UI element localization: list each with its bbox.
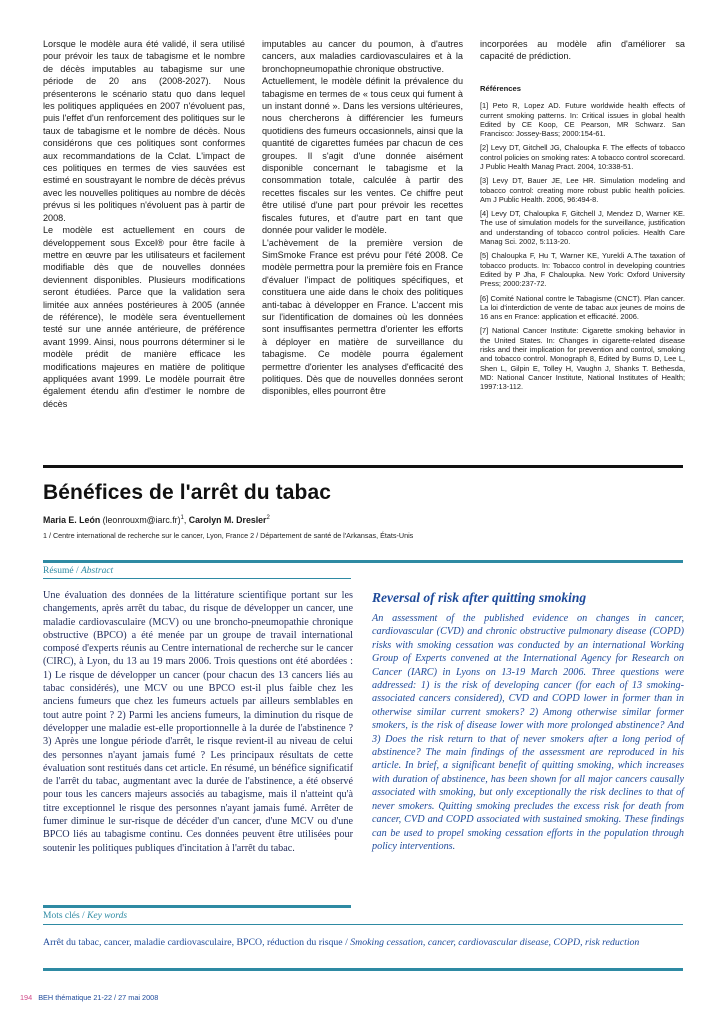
affiliations: 1 / Centre international de recherche sur le cancer, Lyon, France 2 / Département de santé de l'Arkansas, États-Unis xyxy=(43,531,414,540)
section-divider xyxy=(43,465,683,468)
references-heading: Références xyxy=(480,83,521,93)
keywords-label-en: Key words xyxy=(87,911,128,921)
resume-label-fr: Résumé / xyxy=(43,566,81,576)
paragraph: Le modèle est actuellement en cours de développement sous Excel® pour être facile à mettre en œuvre par les utilisateurs et facilement modifiable dès que de nouvelles données deviennent disponibles. Plusieurs modifications seront étudiées. Parce que la validation sera limitée aux années postérieures à 2005 (année de référence), le modèle sera éventuellement testé sur une année antérieure, de préférence avant 1999. Ainsi, nous pourrons déterminer si le modèle prédit de manière efficace les modifications majeures en matière de politique appliquées avant 1999. Le modèle pourrait être également étendu afin d'estimer le nombre de décès xyxy=(43,225,245,409)
reference-item: [2] Levy DT, Gitchell JG, Chaloupka F. The effects of tobacco control policies on smoking rates: A tobacco control scorecard. J Public Health Manag Pract. 2004, 10:338-51. xyxy=(480,143,685,171)
label-underline xyxy=(43,924,683,925)
paragraph: incorporées au modèle afin d'améliorer sa capacité de prédiction. xyxy=(480,39,685,62)
author-affil-mark: 2 xyxy=(266,515,270,522)
abstract-text: An assessment of the published evidence on changes in cancer, cardiovascular (CVD) and chronic obstructive pulmonary disease (COPD) risks with smoking cessation was conducted by an international Working Group of Experts convened at the International Agency for Research on Cancer (IARC) in Lyons on 13-19 March 2006. Three questions were addressed: 1) is the risk of developing cancer (for each of 13 smoking-associated cancers considered), CVD and COPD lower in former than in otherwise similar current smokers? 2) Among otherwise similar former smokers, is the risk of disease lower with more prolonged abstinence? And 3) Does the risk return to that of never smokers after a long period of abstinence? The main findings of the assessment are reproduced in his article. In brief, a significant benefit of quitting smoking, which increases with duration of abstinence, has been shown for all major cancers causally associated with smoking, but only exceptionally the risk declines to that of never smokers. Quitting smoking precludes the excess risk for death from cancer, CVD and COPD associated with sustained smoking. These findings can be used to propel smoking cessation efforts in the population through policy interventions. xyxy=(372,613,684,852)
author-name: Carolyn M. Dresler xyxy=(188,515,267,525)
page-number: 194 xyxy=(20,993,33,1002)
author-name: Maria E. León xyxy=(43,515,101,525)
section-divider xyxy=(43,905,351,908)
keywords-fr: Arrêt du tabac, cancer, maladie cardiovasculaire, BPCO, réduction du risque / xyxy=(43,937,351,948)
keywords xyxy=(43,937,639,948)
paragraph: imputables au cancer du poumon, à d'autres cancers, aux maladies cardiovasculaires et à la bronchopneumopathie chronique obstructive. xyxy=(262,39,463,74)
reference-item: [7] National Cancer Institute: Cigarette smoking behavior in the United States. In: Changes in cigarette-related disease risks and their implication for prevention and control, smoking and tobacco control. Monograph 8, Edited by Burns D, Lee L, Shen L, Gilpin E, Tolley H, Vaughn J, Shanks T. Bethesda, MD: National Cancer Institute, National Institutes of Health; 1997:13-112. xyxy=(480,326,685,392)
abstract-title: Reversal of risk after quitting smoking xyxy=(372,590,587,605)
body-column-1 xyxy=(43,38,245,410)
section-divider xyxy=(43,968,683,971)
keywords-en: Smoking cessation, cancer, cardiovascular disease, COPD, risk reduction xyxy=(350,937,640,948)
resume-text: Une évaluation des données de la littérature scientifique portant sur les changements, après arrêt du tabac, du risque de développer un cancer, une maladie cardiovasculaire (MCV) ou une broncho-pneumopathie chronique obstructive (BPCO) a été menée par un groupe de travail international composé d'experts réunis au Centre international de recherche sur le cancer (CIRC), à Lyon, du 13 au 19 mars 2006. Trois questions ont été abordées : 1) Le risque de développer un cancer (pour chacun des 13 cancers liés au tabac considérés), une MCV ou une BPCO est-il plus faible chez les anciens fumeurs que chez les fumeurs actuels par ailleurs semblables en tout autre point ? 2) Parmi les anciens fumeurs, la diminution du risque de développer une maladie est-elle proportionnelle à la durée de l'abstinence ? 3) Après une longue période d'arrêt, le risque revient-il au niveau de celui des personnes n'ayant jamais fumé ? Les principaux résultats de cette évaluation sont restitués dans cet article. En résumé, un bénéfice significatif de l'arrêt du tabac, augmentant avec la durée de l'abstinence, a été observé pour tous les cancers majeurs associés au tabagisme, mais il n'atteint qu'à titre exceptionnel le risque des personnes n'ayant jamais fumé. Arrêter de fumer diminue le sur-risque de décéder d'un cancer, d'une MCV ou d'une BPCO liés au tabagisme continu. Ces données peuvent être utilisées pour soutenir les politiques publiques d'incitation à l'arrêt du tabac. xyxy=(43,590,353,854)
keywords-label-fr: Mots clés / xyxy=(43,911,88,921)
resume-label-en: Abstract xyxy=(81,566,114,576)
page-footer xyxy=(20,993,158,1002)
author-separator: , xyxy=(183,515,189,525)
body-column-3 xyxy=(480,38,685,397)
section-divider xyxy=(43,560,683,563)
journal-info: BEH thématique 21-22 / 27 mai 2008 xyxy=(38,993,159,1002)
paragraph: Actuellement, le modèle définit la prévalence du tabagisme en termes de « tous ceux qui fument à un instant donné ». Dans les versions ultérieures, nous chercherons à différencier les fumeurs quotidiens des fumeurs occasionnels, ainsi que la quantité de cigarettes fumées par chacun de ces groupes. Il s'agit d'une donnée aisément disponible concernant le tabagisme et la consommation totale, calculée à partir des recettes fiscales sur les ventes. Ce chiffre peut être utilisé d'une part pour prévoir les recettes fiscales futures, et d'autre part en tant que donnée pour valider le modèle. xyxy=(262,76,463,236)
author-email[interactable]: (leonrouxm@iarc.fr) xyxy=(100,515,181,525)
label-underline xyxy=(43,578,351,579)
paragraph: L'achèvement de la première version de SimSmoke France est prévu pour l'été 2008. Ce modèle permettra pour la première fois en France d'évaluer l'impact de politiques spécifiques, et constituera une aide dans le choix des politiques anti-tabac à développer en France. L'accent mis sur l'identification de domaines où les données sont insuffisantes permettra d'orienter les efforts à déployer en matière de surveillance du tabagisme. Ce modèle pourra également permettre d'orienter les analyses d'efficacité des politiques. Dès que de nouvelles données seront disponibles, elles pourront être xyxy=(262,237,463,397)
author-line xyxy=(43,515,270,525)
paragraph: Lorsque le modèle aura été validé, il sera utilisé pour prévoir les taux de tabagisme et le nombre de décès imputables au tabagisme sur une période de 20 ans (2008-2027). Nous présenterons le scénario statu quo dans lequel les politiques appliquées en 2007 n'évoluent pas, puis l'effet d'un renforcement des politiques sur le taux de tabagisme et le nombre de décès. Nous considérons que ces politiques sont conformes aux recommandations de la Cclat. L'impact de ces politiques en termes de vies sauvées est estimé en soustrayant le nombre de décès prévus avec les nouvelles politiques au nombre de décès prévus si les politiques n'évoluent pas à partir de 2008. xyxy=(43,39,245,223)
body-column-2 xyxy=(262,38,463,398)
reference-item: [3] Levy DT, Bauer JE, Lee HR. Simulation modeling and tobacco control: creating more robust public health policies. Am J Public Health. 2006, 96:494-8. xyxy=(480,176,685,204)
reference-item: [5] Chaloupka F, Hu T, Warner KE, Yurekli A.The taxation of tobacco products. In: Tobacco control in developing countries Edited by P Jha, F Chaloupka. New York: Oxford University Press; 2000:237-72. xyxy=(480,251,685,289)
keywords-label xyxy=(43,911,127,921)
resume-label xyxy=(43,566,113,576)
reference-item: [1] Peto R, Lopez AD. Future worldwide health effects of current smoking patterns. In: Critical issues in global health Edited by CE Koop, CE Pearson, MR Schwarz. San Francisco: Jossey-Bass; 2000:154-61. xyxy=(480,101,685,139)
article-title: Bénéfices de l'arrêt du tabac xyxy=(43,481,331,504)
reference-item: [6] Comité National contre le Tabagisme (CNCT). Plan cancer. La loi d'interdiction de vente de tabac aux jeunes de moins de 16 ans en France: application et efficacité. 2006. xyxy=(480,293,685,322)
author-affil-mark: 1 xyxy=(180,515,184,522)
reference-item: [4] Levy DT, Chaloupka F, Gitchell J, Mendez D, Warner KE. The use of simulation models for the surveillance, justification and understanding of tobacco control policies. Health Care Manag Sci. 2002, 5:113-20. xyxy=(480,209,685,247)
